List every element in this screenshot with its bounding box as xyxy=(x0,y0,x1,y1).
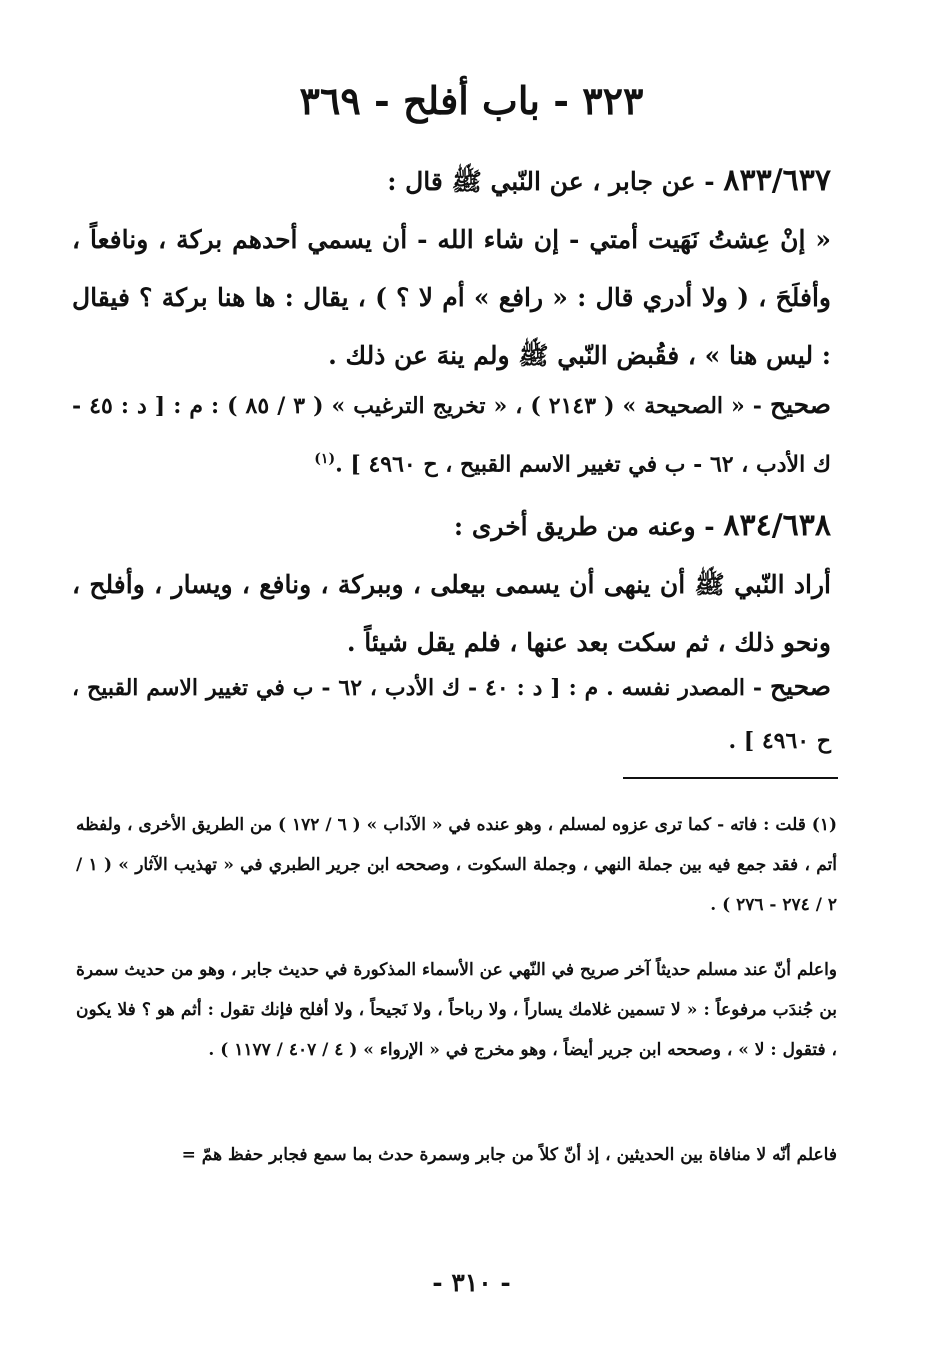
hadith-638-number: ٨٣٤/٦٣٨ xyxy=(723,508,831,543)
hadith-638-grade xyxy=(72,660,831,768)
footnote-1: (١) قلت : فاته - كما ترى عزوه لمسلم ، وهو عنده في « الآداب » ( ٦ / ١٧٢ ) من الطريق الأخرى ، ولفظه أتم ، فقد جمع فيه بين جملة النهي ، وجملة السكوت ، وصححه ابن جرير الطبري في « تهذيب الآثار » ( ١ / ٢ / ٢٧٤ - ٢٧٦ ) . xyxy=(76,815,838,915)
hadith-637-intro: - عن جابر ، عن النّبي ﷺ قال : xyxy=(387,167,724,196)
footnote-1-continuation: واعلم أنّ عند مسلم حديثاً آخر صريح في النّهي عن الأسماء المذكورة في حديث جابر ، وهو من حديث سمرة بن جُندَب مرفوعاً : « لا تسمين غلامك يساراً ، ولا رباحاً ، ولا نَجيحاً ، ولا أفلح فإنك تقول : أثم هو ؟ فلا يكون ، فتقول : لا » ، وصححه ابن جرير أيضاً ، وهو مخرج في « الإرواء » ( ٤ / ٤٠٧ / ١١٧٧ ) . xyxy=(76,960,837,1060)
hadith-638-grade-label: صحيح xyxy=(769,672,831,701)
hadith-637-text xyxy=(72,152,831,385)
page-number: - ٣١٠ - xyxy=(432,1268,511,1297)
hadith-638-grade-text: - المصدر نفسه . م : [ د : ٤٠ - ك الأدب ، ٦٢ - ب في تغيير الاسم القبيح ، ح ٤٩٦٠ ] . xyxy=(72,675,831,754)
chapter-title: ٣٢٣ - باب أفلح - ٣٦٩ xyxy=(299,78,644,123)
hadith-638-matn: أراد النّبي ﷺ أن ينهى أن يسمى بيعلى ، وببركة ، ونافع ، ويسار ، وأفلح ، ونحو ذلك ، ثم سكت بعد عنها ، فلم يقل شيئاً . xyxy=(72,570,831,657)
hadith-638-text xyxy=(72,497,831,672)
hadith-638-intro: - وعنه من طريق أخرى : xyxy=(453,512,724,541)
footnote-separator xyxy=(623,777,838,779)
footnote-ref-1: (١) xyxy=(314,451,336,467)
hadith-637-grade-label: صحيح xyxy=(769,390,832,419)
hadith-637-grade-text: - « الصحيحة » ( ٢١٤٣ ) ، « تخريج الترغيب » ( ٣ / ٨٥ ) : م : [ د : ٤٥ - ك الأدب ، ٦٢ - ب في تغيير الاسم القبيح ، ح ٤٩٦٠ ] . xyxy=(72,393,831,478)
hadith-637-matn: « إنْ عِشتُ نَهَيت أمتي - إن شاء الله - أن يسمي أحدهم بركة ، ونافعاً ، وأفلَحَ ، ( ولا أدري قال : « رافع » أم لا ؟ ) ، يقال : ها هنا بركة ؟ فيقال : ليس هنا » ، فقُبض النّبي ﷺ ولم ينهَ عن ذلك . xyxy=(72,225,831,370)
hadith-637-number: ٨٣٣/٦٣٧ xyxy=(723,163,831,198)
footnote-1-conclusion: فاعلم أنّه لا منافاة بين الحديثين ، إذ أنّ كلاً من جابر وسمرة حدث بما سمع فجابر حفظ همّ = xyxy=(181,1145,837,1165)
hadith-637-grade xyxy=(72,378,831,491)
